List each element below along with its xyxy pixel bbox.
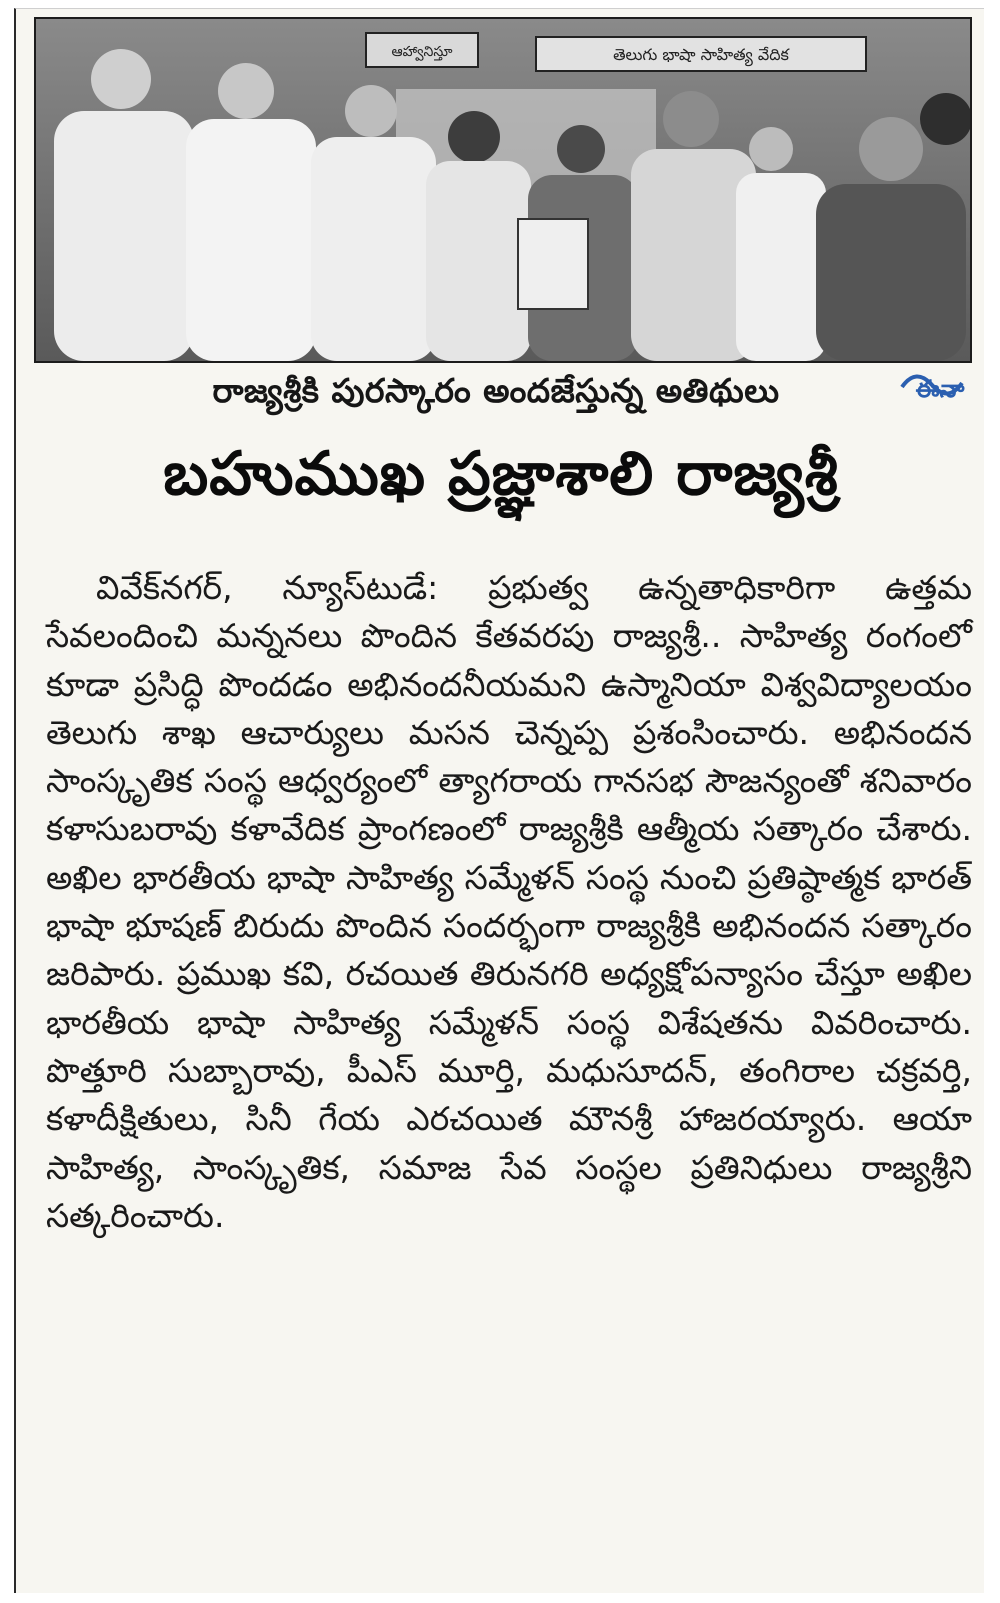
headline: బహుముఖ ప్రజ్ఞాశాలి రాజ్యశ్రీ: [163, 439, 839, 509]
article-body: [46, 564, 972, 1240]
event-photo: [34, 17, 972, 363]
article-body-text: ప్రభుత్వ ఉన్నతాధికారిగా ఉత్తమ సేవలందించి మన్ననలు పొందిన కేతవరపు రాజ్యశ్రీ.. సాహిత్య రంగంలో కూడా ప్రసిద్ధి పొందడం అభినందనీయమని ఉస్మానియా విశ్వవిద్యాలయం తెలుగు శాఖ ఆచార్యులు మసన చెన్నప్ప ప్రశంసించారు. అభినందన సాంస్కృతిక సంస్థ ఆధ్వర్యంలో త్యాగరాయ గానసభ సౌజన్యంతో శనివారం కళాసుబరావు కళావేదిక ప్రాంగణంలో రాజ్యశ్రీకి ఆత్మీయ సత్కారం చేశారు. అఖిల భారతీయ భాషా సాహిత్య సమ్మేళన్ సంస్థ నుంచి ప్రతిష్ఠాత్మక భారత్ భాషా భూషణ్ బిరుదు పొందిన సందర్భంగా రాజ్యశ్రీకి అభినందన సత్కారం జరిపారు. ప్రముఖ కవి, రచయిత తిరునగరి అధ్యక్షోపన్యాసం చేస్తూ అఖిల భారతీయ భాషా సాహిత్య సమ్మేళన్ సంస్థ విశేషతను వివరించారు. పొత్తూరి సుబ్బారావు, పీఎస్ మూర్తి, మధుసూదన్, తంగిరాల చక్రవర్తి, కళాదీక్షితులు, సినీ గేయ ఎరచయిత మౌనశ్రీ హాజరయ్యారు. ఆయా సాహిత్య, సాంస్కృతిక, సమాజ సేవ సంస్థల ప్రతినిధులు రాజ్యశ్రీని సత్కరించారు.: [46, 568, 972, 1235]
banner-right-text: తెలుగు భాషా సాహిత్య వేదిక: [613, 45, 789, 64]
edition-mark: [896, 357, 986, 413]
photo-caption: రాజ్యశ్రీకి పురస్కారం అందజేస్తున్న అతిథులు: [212, 371, 780, 410]
photo-illustration: [36, 19, 970, 361]
edition-mark-text: ఈనా: [915, 375, 965, 403]
certificate: [518, 219, 588, 309]
dateline: వివేక్‌నగర్, న్యూస్‌టుడే:: [96, 568, 439, 607]
newspaper-clipping: [14, 8, 984, 1593]
banner-left-text: ఆహ్వానిస్తూ: [391, 44, 453, 60]
